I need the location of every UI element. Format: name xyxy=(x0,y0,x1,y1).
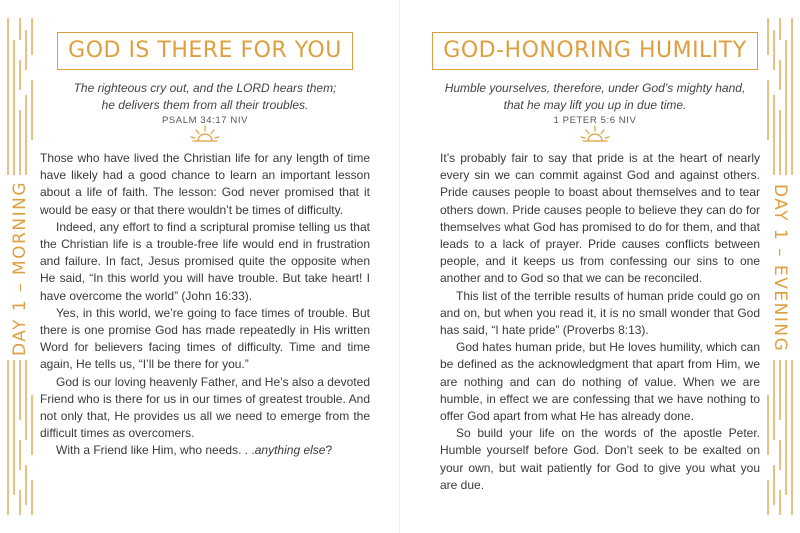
closing-end: ? xyxy=(325,443,333,458)
paragraph: God hates human pride, but He loves humility, which can be defined as the acknowledgment that apart from Him, we are nothing and can do nothing of value. When we are humble, in effect we are confessing that we have nothing to offer God apart from what He has already done. xyxy=(440,340,760,424)
closing-paragraph xyxy=(40,442,370,459)
left-title-wrap xyxy=(40,32,370,70)
sunrise-icon xyxy=(185,123,225,145)
verse-reference: 1 PETER 5:6 NIV xyxy=(553,115,637,126)
sunset-icon xyxy=(575,123,615,145)
page-title: GOD-HONORING HUMILITY xyxy=(432,32,757,70)
right-side-label-box xyxy=(760,178,800,358)
paragraph: Indeed, any effort to find a scriptural promise telling us that the Christian life is a trouble-free life would end in frustration and failure. In fact, Jesus promised quite the opposite when He said, “In this world you will have trouble. But take heart! I have overcome the world” (John 16:33). xyxy=(40,219,370,303)
verse-line-2: that he may lift you up in due time. xyxy=(503,98,687,112)
right-side-decoration xyxy=(760,0,800,533)
left-side-label-box xyxy=(0,178,40,358)
paragraph: It’s probably fair to say that pride is at the heart of nearly every sin we can commit against God and against others. Pride causes people to boast about themselves and to tear others down. Pride causes people to believe they can do for themselves what God has promised to do for them, and that leads to a lack of prayer. Pride causes conflicts between people, and it keeps us from confessing our sins to one another and to God so that we can be reconciled. xyxy=(440,151,760,286)
verse-reference: PSALM 34:17 NIV xyxy=(161,115,249,126)
paragraph: Those who have lived the Christian life for any length of time have likely had a good chance to learn an important lesson about a life of faith. The lesson: God never promised that it would be easy or that there wouldn’t be times of difficulty. xyxy=(40,151,370,217)
side-label-morning: DAY 1 – MORNING xyxy=(10,180,30,356)
paragraph: God is our loving heavenly Father, and He’s also a devoted Friend who is there for us in our times of greatest trouble. And not only that, He provides us all we need to emerge from the difficult times as overcomers. xyxy=(40,374,370,441)
page-title: GOD IS THERE FOR YOU xyxy=(57,32,353,70)
verse-line-2: he delivers them from all their troubles. xyxy=(101,98,309,112)
paragraph: So build your life on the words of the apostle Peter. Humble yourself before God. Don’t seek to be exalted on your own, but wait patiently for God to give you what you are due. xyxy=(440,426,760,492)
left-side-decoration xyxy=(0,0,40,533)
left-body-text xyxy=(40,150,370,460)
side-label-evening: DAY 1 – EVENING xyxy=(770,183,790,353)
verse-block xyxy=(430,80,760,126)
verse-block xyxy=(40,80,370,126)
closing-lead: With a Friend like Him, who needs. . . xyxy=(56,443,255,458)
closing-emphasis: anything else xyxy=(254,443,326,458)
verse-line-1: The righteous cry out, and the LORD hears them; xyxy=(73,81,337,95)
right-title-wrap xyxy=(430,32,760,70)
verse-line-1: Humble yourselves, therefore, under God’s mighty hand, xyxy=(444,81,746,95)
right-body-text xyxy=(440,150,760,494)
paragraph: This list of the terrible results of human pride could go on and on, but when you read it, it is no small wonder that God has said, “I hate pride” (Proverbs 8:13). xyxy=(440,288,760,338)
paragraph: Yes, in this world, we’re going to face times of trouble. But there is one promise God has made repeatedly in His written Word for believers facing times of difficulty. Time and time again, He tells us, “I’ll be there for you.” xyxy=(40,305,370,372)
right-page xyxy=(400,0,800,533)
